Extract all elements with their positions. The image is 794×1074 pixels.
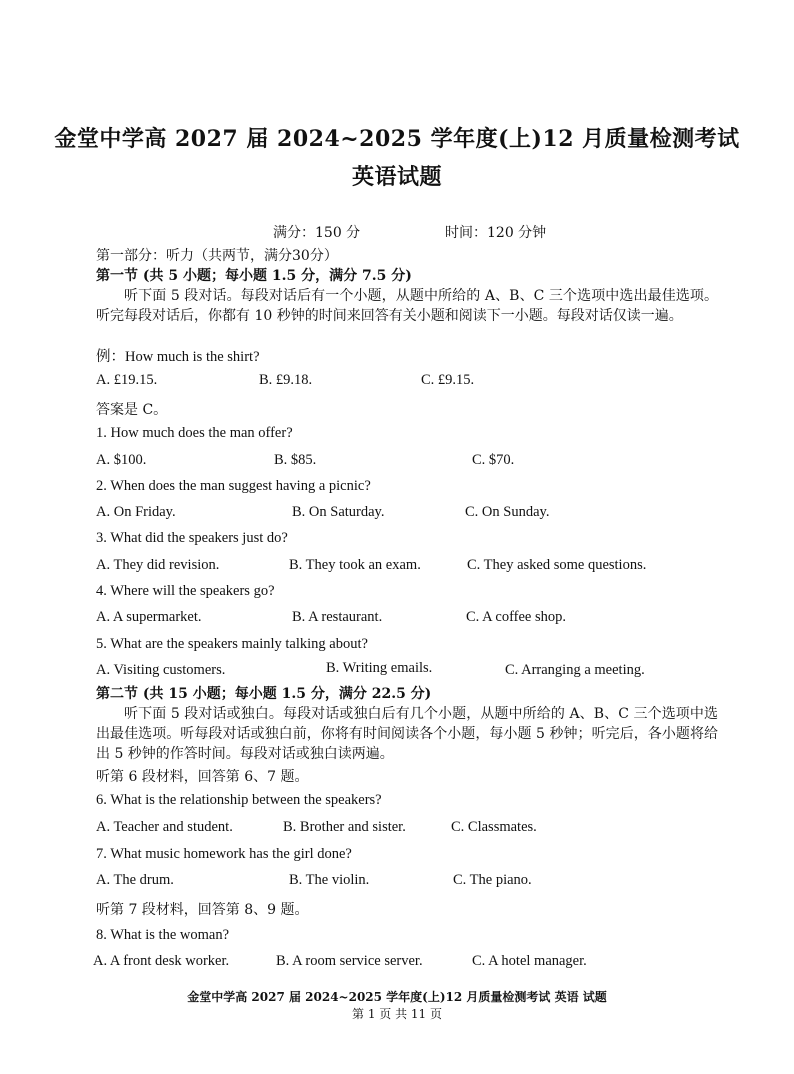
question-2: 2. When does the man suggest having a picnic? [96,478,371,494]
example-option-a: A. £19.15. [96,372,158,388]
example-option-c: C. £9.15. [421,372,475,388]
page-number: 第 1 页 共 11 页 [352,1007,442,1021]
q8-option-c: C. A hotel manager. [472,953,587,969]
example-answer: 答案是 C。 [96,402,168,418]
q1-option-c: C. $70. [472,452,515,468]
q2-option-b: B. On Saturday. [292,504,385,520]
section2-instructions: 听下面 5 段对话或独白。每段对话或独白后有几个小题，从题中所给的 A、B、C 三个选项中选出最佳选项。听每段对话或独白前，你将有时间阅读各个小题，每小题 5 秒钟；听完后，各小题将给出 5 秒钟的作答时间。每段对话或独白读两遍。 [96,706,718,762]
footer-title: 金堂中学高 2027 届 2024~2025 学年度(上)12 月质量检测考试 英语 试题 [187,990,607,1004]
page-title: 金堂中学高 2027 届 2024~2025 学年度(上)12 月质量检测考试 [54,126,740,152]
material-6-note: 听第 6 段材料，回答第 6、7 题。 [96,769,309,785]
q6-option-b: B. Brother and sister. [283,819,406,835]
q3-option-a: A. They did revision. [96,557,220,573]
q2-option-a: A. On Friday. [96,504,176,520]
full-score: 满分：150 分 [273,225,361,241]
q7-option-c: C. The piano. [453,872,532,888]
q1-option-b: B. $85. [274,452,317,468]
q5-option-a: A. Visiting customers. [96,662,226,678]
q4-option-c: C. A coffee shop. [466,609,567,625]
question-3: 3. What did the speakers just do? [96,530,288,546]
page-subtitle: 英语试题 [351,164,442,190]
section1-instructions: 听下面 5 段对话。每段对话后有一个小题，从题中所给的 A、B、C 三个选项中选出最佳选项。听完每段对话后，你都有 10 秒钟的时间来回答有关小题和阅读下一小题。每段对话仅读一遍。 [96,288,718,324]
q4-option-a: A. A supermarket. [96,609,202,625]
q3-option-c: C. They asked some questions. [467,557,647,573]
question-5: 5. What are the speakers mainly talking about? [96,636,368,652]
q7-option-a: A. The drum. [96,872,174,888]
question-4: 4. Where will the speakers go? [96,583,275,599]
section2-heading: 第二节 (共 15 小题；每小题 1.5 分，满分 22.5 分) [96,686,432,702]
q5-option-c: C. Arranging a meeting. [505,662,645,678]
question-8: 8. What is the woman? [96,927,230,943]
q3-option-b: B. They took an exam. [289,557,421,573]
q8-option-a: A. A front desk worker. [93,953,230,969]
q7-option-b: B. The violin. [289,872,370,888]
q8-option-b: B. A room service server. [276,953,423,969]
q2-option-c: C. On Sunday. [465,504,550,520]
q5-option-b: B. Writing emails. [326,660,433,676]
example-option-b: B. £9.18. [259,372,313,388]
q1-option-a: A. $100. [96,452,147,468]
exam-time: 时间：120 分钟 [445,225,547,241]
example-question: 例：How much is the shirt? [96,349,260,365]
question-7: 7. What music homework has the girl done? [96,846,352,862]
q6-option-c: C. Classmates. [451,819,537,835]
part1-heading: 第一部分：听力（共两节，满分30分） [96,248,338,264]
question-1: 1. How much does the man offer? [96,425,293,441]
section1-heading: 第一节 (共 5 小题；每小题 1.5 分，满分 7.5 分) [96,268,412,284]
question-6: 6. What is the relationship between the speakers? [96,792,382,808]
q6-option-a: A. Teacher and student. [96,819,233,835]
material-7-note: 听第 7 段材料，回答第 8、9 题。 [96,902,309,918]
q4-option-b: B. A restaurant. [292,609,383,625]
